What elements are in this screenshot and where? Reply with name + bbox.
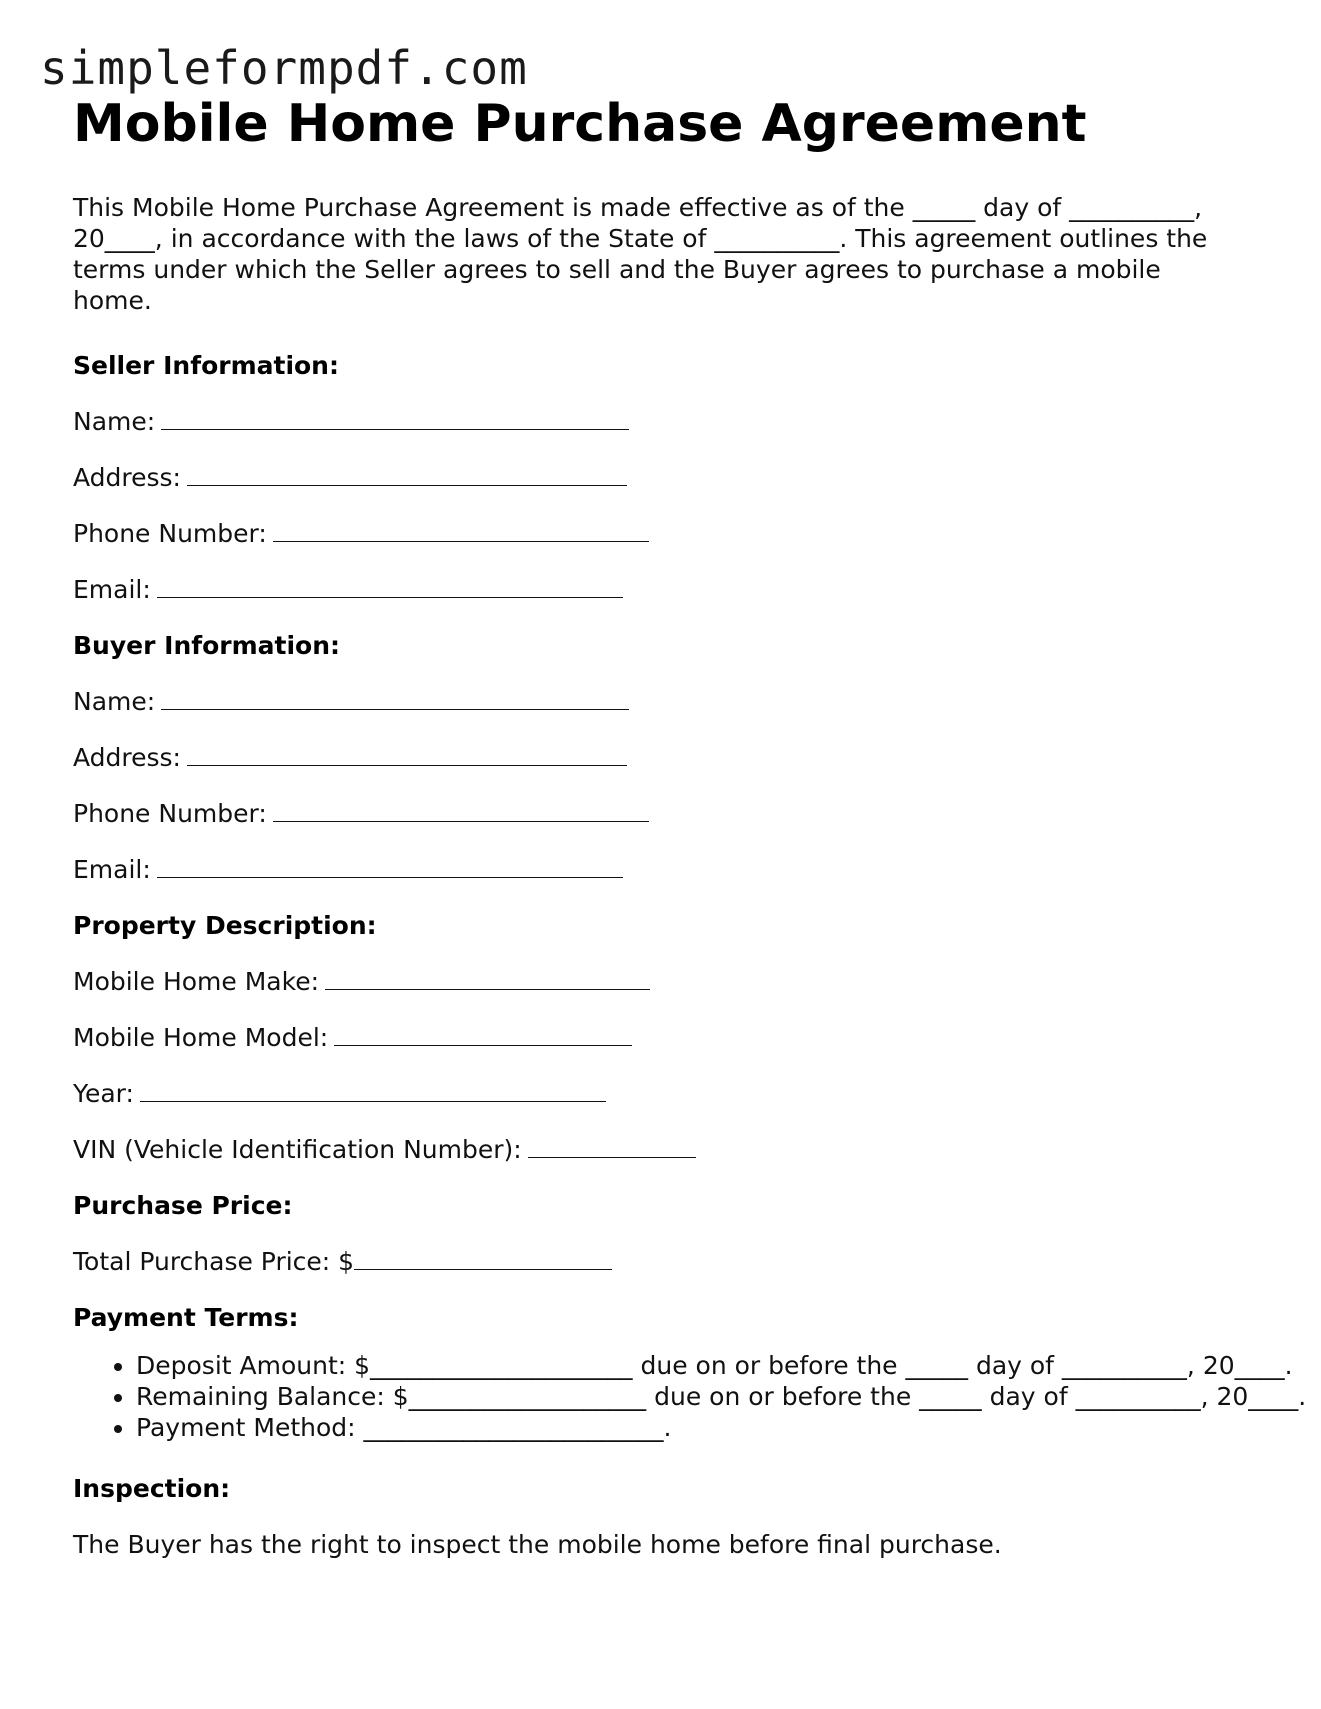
buyer-email-field [73, 842, 1253, 898]
buyer-name-blank[interactable] [161, 687, 629, 710]
seller-address-label: Address: [73, 463, 181, 492]
property-model-label: Mobile Home Model: [73, 1023, 329, 1052]
payment-terms-list [73, 1350, 1316, 1443]
inspection-heading: Inspection: [73, 1474, 231, 1503]
buyer-phone-blank[interactable] [273, 799, 649, 822]
seller-name-field [73, 394, 1253, 450]
property-vin-label: VIN (Vehicle Identification Number): [73, 1135, 522, 1164]
buyer-email-blank[interactable] [157, 855, 623, 878]
seller-email-blank[interactable] [157, 575, 623, 598]
property-heading: Property Description: [73, 911, 377, 940]
total-price-label: Total Purchase Price: $ [73, 1247, 355, 1276]
seller-phone-blank[interactable] [273, 519, 649, 542]
property-year-field [73, 1066, 1253, 1122]
seller-email-field [73, 562, 1253, 618]
payment-method-item: • Payment Method: ________________________. [136, 1412, 1316, 1443]
property-model-blank[interactable] [334, 1023, 632, 1046]
watermark-text: simpleformpdf.com [40, 41, 528, 95]
seller-address-field [73, 450, 1253, 506]
property-model-field [73, 1010, 1253, 1066]
remaining-balance-item: • Remaining Balance: $___________________ due on or before the _____ day of __________, 20____. [136, 1381, 1316, 1412]
buyer-heading: Buyer Information: [73, 631, 341, 660]
property-vin-blank[interactable] [528, 1135, 696, 1158]
seller-phone-label: Phone Number: [73, 519, 267, 548]
buyer-address-blank[interactable] [187, 743, 627, 766]
document [73, 92, 1307, 1573]
property-vin-field [73, 1122, 1253, 1178]
price-heading: Purchase Price: [73, 1191, 293, 1220]
total-price-field [73, 1234, 1253, 1290]
seller-email-label: Email: [73, 575, 151, 604]
seller-address-blank[interactable] [187, 463, 627, 486]
property-make-field [73, 954, 1253, 1010]
seller-name-blank[interactable] [161, 407, 629, 430]
deposit-item: • Deposit Amount: $_____________________ due on or before the _____ day of __________, 20____. [136, 1350, 1316, 1381]
payment-heading: Payment Terms: [73, 1303, 299, 1332]
buyer-address-field [73, 730, 1253, 786]
property-make-label: Mobile Home Make: [73, 967, 320, 996]
inspection-text: The Buyer has the right to inspect the mobile home before final purchase. [73, 1530, 1002, 1559]
property-make-blank[interactable] [325, 967, 650, 990]
total-price-blank[interactable] [354, 1247, 612, 1270]
buyer-name-field [73, 674, 1253, 730]
document-title: Mobile Home Purchase Agreement [73, 94, 1087, 154]
buyer-email-label: Email: [73, 855, 151, 884]
property-year-blank[interactable] [140, 1079, 606, 1102]
seller-name-label: Name: [73, 407, 156, 436]
buyer-phone-field [73, 786, 1253, 842]
buyer-name-label: Name: [73, 687, 156, 716]
intro-paragraph: This Mobile Home Purchase Agreement is made effective as of the _____ day of __________, 20____, in accordance with the laws of the State of __________. This agreement outlines the terms under which the Seller agrees to sell and the Buyer agrees to purchase a mobile home. [73, 193, 1208, 315]
seller-phone-field [73, 506, 1253, 562]
seller-heading: Seller Information: [73, 351, 339, 380]
property-year-label: Year: [73, 1079, 134, 1108]
buyer-phone-label: Phone Number: [73, 799, 267, 828]
buyer-address-label: Address: [73, 743, 181, 772]
